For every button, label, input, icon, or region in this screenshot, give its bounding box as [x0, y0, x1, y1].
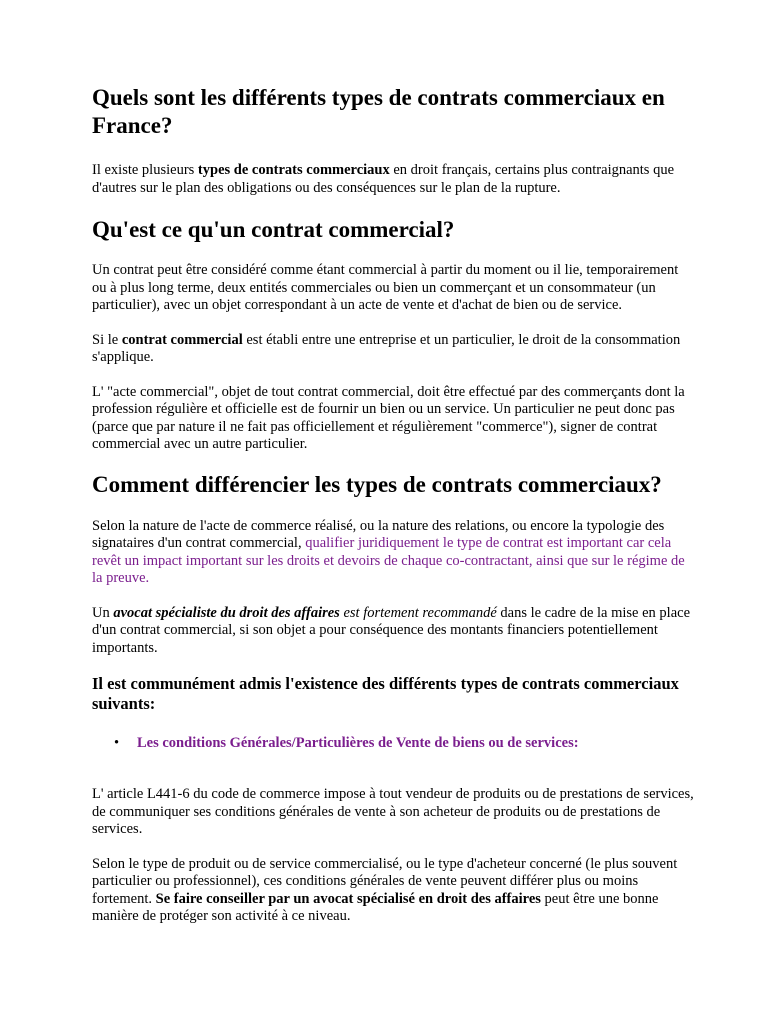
definition-heading: Qu'est ce qu'un contrat commercial?	[92, 217, 455, 242]
main-title	[92, 84, 696, 140]
main-title-line1: Quels sont les différents types de contrats commerciaux en	[92, 85, 665, 110]
cgv-p2-end: peut être une bonne manière de protéger son activité à ce niveau.	[92, 890, 659, 924]
differencier-paragraph-1	[92, 518, 696, 588]
bullet-icon: •	[114, 735, 120, 751]
definition-paragraph-2	[92, 332, 696, 367]
definition-p2-bold: contrat commercial	[121, 331, 243, 348]
diff-p1-link[interactable]: qualifier juridiquement le type de contrat est important car cela revêt un impact important sur les droits et devoirs de chaque co-contractant, ainsi que sur le régime de la preuve.	[92, 535, 685, 586]
cgv-p2-bold: Se faire conseiller par un avocat spécialisé en droit des affaires	[155, 890, 541, 907]
cgv-paragraph-1: L' article L441-6 du code de commerce impose à tout vendeur de produits ou de prestations de services, de communiquer ses conditions générales de vente à son acheteur de produits ou de prestations de services.	[92, 786, 694, 837]
main-title-line2: France?	[92, 113, 173, 138]
intro-text-start: Il existe plusieurs	[92, 162, 198, 178]
intro-text-end: en droit français, certains plus contraignants que d'autres sur le plan des obligations ou des conséquences sur le plan de la rupture.	[92, 162, 675, 196]
diff-p2-bold-italic: avocat spécialiste du droit des affaires	[113, 604, 340, 621]
types-list	[92, 734, 696, 752]
definition-p2-start: Si le	[92, 331, 122, 348]
diff-p2-italic: est fortement recommandé	[339, 604, 497, 621]
definition-paragraph-1: Un contrat peut être considéré comme étant commercial à partir du moment ou il lie, temporairement ou à plus long terme, deux entités commerciales ou bien un commerçant et un consommateur (un particulier), avec un objet correspondant à un acte de vente et d'achat de bien ou de service.	[92, 262, 679, 313]
cgv-paragraph-2	[92, 856, 696, 926]
cgv-p2-start: Selon le type de produit ou de service commercialisé, ou le type d'acheteur concerné (le plus souvent particulier ou professionnel), ces conditions générales de vente peuvent différer plus ou moins fortement.	[92, 855, 678, 907]
intro-bold-term: types de contrats commerciaux	[197, 162, 390, 178]
differencier-heading: Comment différencier les types de contrats commerciaux?	[92, 471, 662, 497]
definition-p2-end: est établi entre une entreprise et un particulier, le droit de la consommation s'applique.	[92, 331, 681, 365]
differencier-paragraph-2	[92, 605, 696, 658]
intro-paragraph	[92, 162, 696, 197]
diff-p1-start: Selon la nature de l'acte de commerce réalisé, ou la nature des relations, ou encore la typologie des signataires d'un contrat commercial,	[92, 517, 665, 551]
diff-p2-end: dans le cadre de la mise en place d'un contrat commercial, si son objet a pour conséquence des montants financiers potentiellement importants.	[92, 604, 691, 656]
diff-p2-start: Un	[92, 604, 114, 621]
types-heading: Il est communément admis l'existence des différents types de contrats commerciaux suivants:	[92, 674, 679, 713]
list-item-link[interactable]: Les conditions Générales/Particulières de Vente de biens ou de services:	[137, 735, 579, 751]
list-item	[92, 734, 696, 752]
definition-paragraph-3: L' "acte commercial", objet de tout contrat commercial, doit être effectué par des commerçants dont la profession régulière et officielle est de fournir un bien ou un service. Un particulier ne peut donc pas (parce que par nature il ne fait pas officiellement et régulièrement "commerce"), signer de contrat commercial avec un autre particulier.	[92, 383, 685, 452]
